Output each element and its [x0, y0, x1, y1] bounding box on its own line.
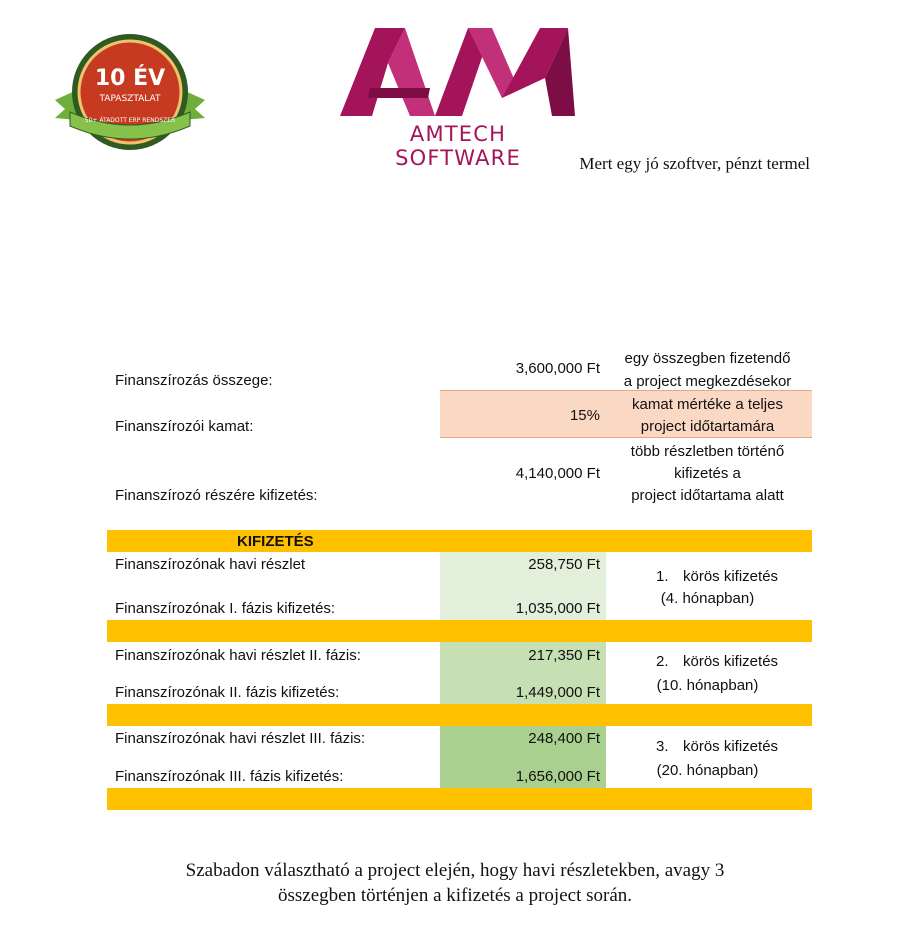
separator-band — [107, 620, 812, 642]
logo-text: AMTECH SOFTWARE — [395, 122, 521, 170]
phase2-payout-label: Finanszírozónak II. fázis kifizetés: — [115, 684, 340, 701]
phase1-monthly-label: Finanszírozónak havi részlet — [115, 556, 306, 573]
footer-note — [120, 858, 790, 908]
phase3-monthly-value: 248,400 Ft — [528, 730, 600, 747]
phase1-round-text: körös kifizetés — [683, 568, 779, 585]
payout-note2: kifizetés a — [674, 465, 741, 482]
separator-band — [107, 788, 812, 810]
interest-note1: kamat mértéke a teljes — [632, 396, 783, 413]
interest-value: 15% — [569, 407, 600, 424]
footer-line1: Szabadon választható a project elején, hogy havi részletekben, avagy 3 — [185, 860, 725, 881]
phase3-round-text: körös kifizetés — [683, 738, 779, 755]
phase3-round-number: 3. — [656, 738, 669, 755]
financing-amount-value: 3,600,000 Ft — [515, 360, 600, 377]
phase1-round-number: 1. — [656, 568, 669, 585]
payout-note1: több részletben történő — [630, 443, 785, 460]
badge-ribbon: 50+ ÁTADOTT ERP RENDSZER — [84, 117, 176, 124]
financing-amount-note2: a project megkezdésekor — [623, 373, 792, 390]
phase3-round-month: (20. hónapban) — [656, 762, 759, 779]
payout-value: 4,140,000 Ft — [515, 465, 600, 482]
financing-amount-note1: egy összegben fizetendő — [624, 350, 791, 367]
payout-note3: project időtartama alatt — [631, 487, 784, 504]
experience-badge — [55, 30, 205, 160]
financing-amount-label: Finanszírozás összege: — [115, 372, 273, 389]
phase2-monthly-label: Finanszírozónak havi részlet II. fázis: — [115, 647, 361, 664]
phase2-round-number: 2. — [656, 653, 669, 670]
phase1-payout-label: Finanszírozónak I. fázis kifizetés: — [115, 600, 336, 617]
payout-label: Finanszírozó részére kifizetés: — [115, 487, 318, 504]
badge-years: 10 ÉV — [94, 66, 166, 91]
payments-heading: KIFIZETÉS — [237, 533, 314, 550]
footer-line2: összegben történjen a kifizetés a project során. — [278, 885, 632, 906]
badge-subtitle: TAPASZTALAT — [99, 94, 161, 104]
separator-band — [107, 704, 812, 726]
phase2-round-month: (10. hónapban) — [656, 677, 759, 694]
phase3-payout-value: 1,656,000 Ft — [515, 768, 600, 785]
payments-header-band — [107, 530, 812, 552]
interest-label: Finanszírozói kamat: — [115, 418, 254, 435]
phase3-monthly-label: Finanszírozónak havi részlet III. fázis: — [115, 730, 366, 747]
phase2-payout-value: 1,449,000 Ft — [515, 684, 600, 701]
phase1-round-month: (4. hónapban) — [660, 590, 755, 607]
tagline: Mert egy jó szoftver, pénzt termel — [579, 154, 810, 173]
phase1-payout-value: 1,035,000 Ft — [515, 600, 600, 617]
phase3-payout-label: Finanszírozónak III. fázis kifizetés: — [115, 768, 344, 785]
divider — [440, 390, 812, 391]
phase2-monthly-value: 217,350 Ft — [528, 647, 600, 664]
phase1-monthly-value: 258,750 Ft — [528, 556, 600, 573]
interest-note2: project időtartamára — [640, 418, 775, 435]
phase2-round-text: körös kifizetés — [683, 653, 779, 670]
